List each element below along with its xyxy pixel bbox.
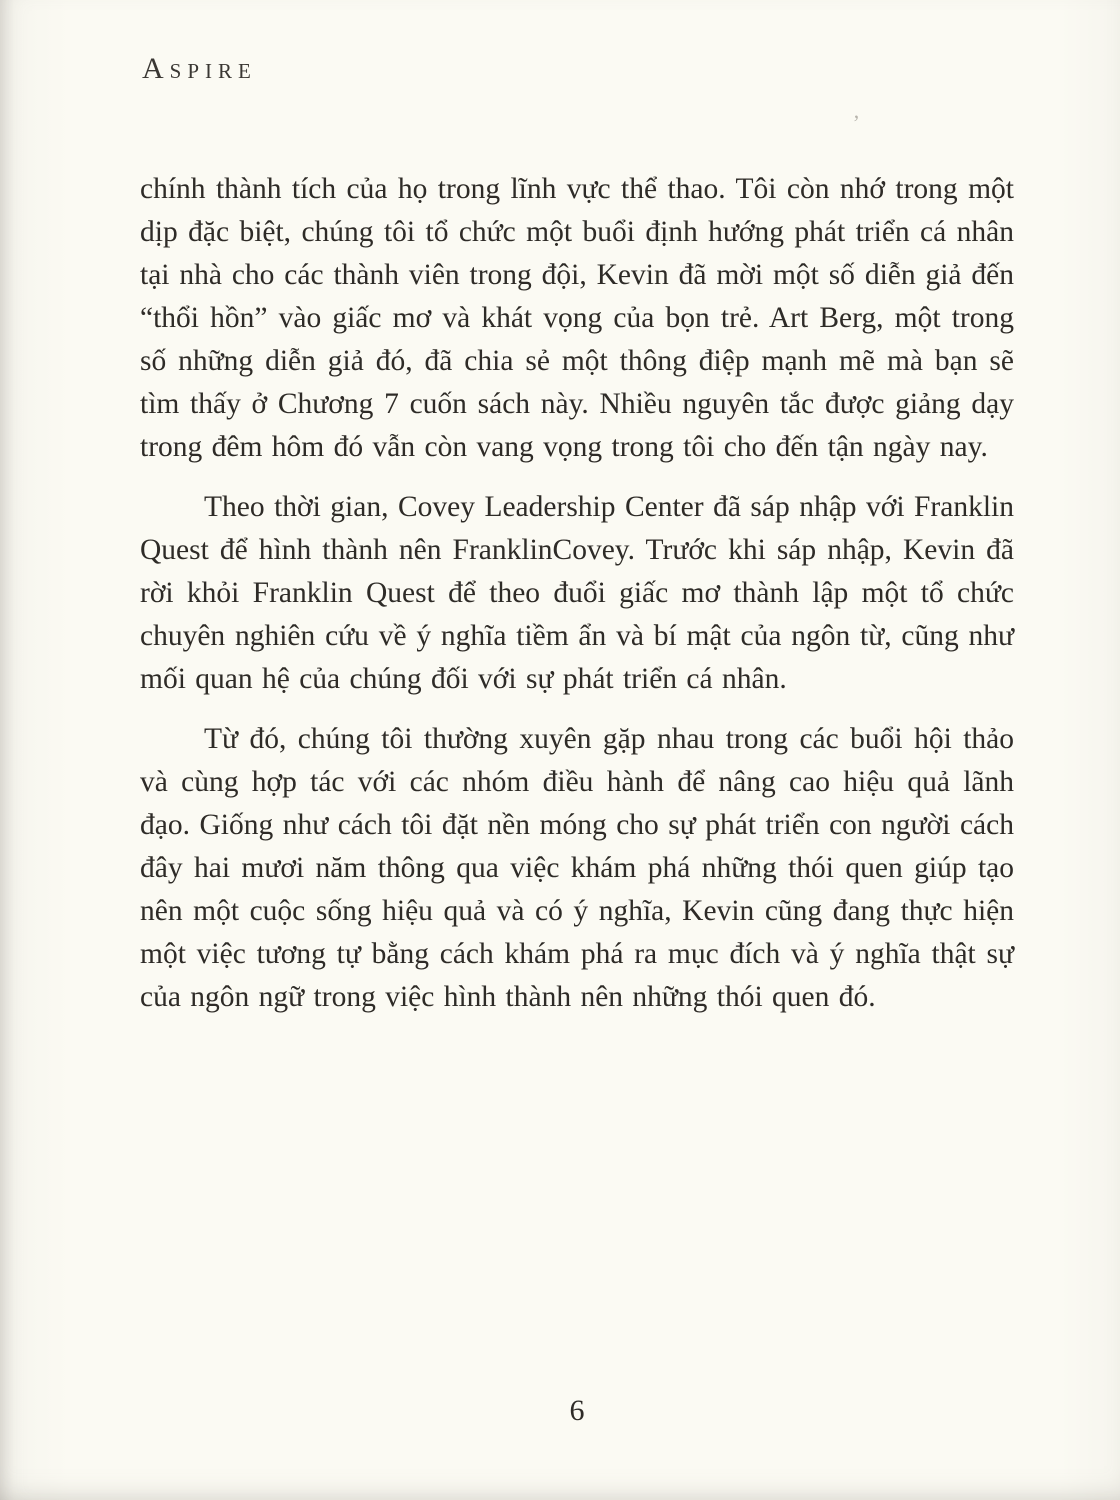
page-number: 6 [569,1394,585,1427]
running-header: Aspire [142,52,257,85]
paragraph: Theo thời gian, Covey Leadership Center đã sáp nhập với Franklin Quest để hình thành nên FranklinCovey. Trước khi sáp nhập, Kevin đã rời khỏi Franklin Quest để theo đuổi giấc mơ thành lập một tổ chức chuyên nghiên cứu về ý nghĩa tiềm ẩn và bí mật của ngôn từ, cũng như mối quan hệ của chúng đối với sự phát triển cá nhân. [140,491,1014,695]
paragraph: Từ đó, chúng tôi thường xuyên gặp nhau trong các buổi hội thảo và cùng hợp tác với các nhóm điều hành để nâng cao hiệu quả lãnh đạo. Giống như cách tôi đặt nền móng cho sự phát triển con người cách đây hai mươi năm thông qua việc khám phá những thói quen giúp tạo nên một cuộc sống hiệu quả và có ý nghĩa, Kevin cũng đang thực hiện một việc tương tự bằng cách khám phá ra mục đích và ý nghĩa thật sự của ngôn ngữ trong việc hình thành nên những thói quen đó. [140,723,1014,1013]
body-text [140,168,1014,1036]
paragraph: chính thành tích của họ trong lĩnh vực thể thao. Tôi còn nhớ trong một dịp đặc biệt, chúng tôi tổ chức một buổi định hướng phát triển cá nhân tại nhà cho các thành viên trong đội, Kevin đã mời một số diễn giả đến “thổi hồn” vào giấc mơ và khát vọng của bọn trẻ. Art Berg, một trong số những diễn giả đó, đã chia sẻ một thông điệp mạnh mẽ mà bạn sẽ tìm thấy ở Chương 7 cuốn sách này. Nhiều nguyên tắc được giảng dạy trong đêm hôm đó vẫn còn vang vọng trong tôi cho đến tận ngày nay. [140,173,1014,463]
scan-artifact: ’ [852,110,860,135]
